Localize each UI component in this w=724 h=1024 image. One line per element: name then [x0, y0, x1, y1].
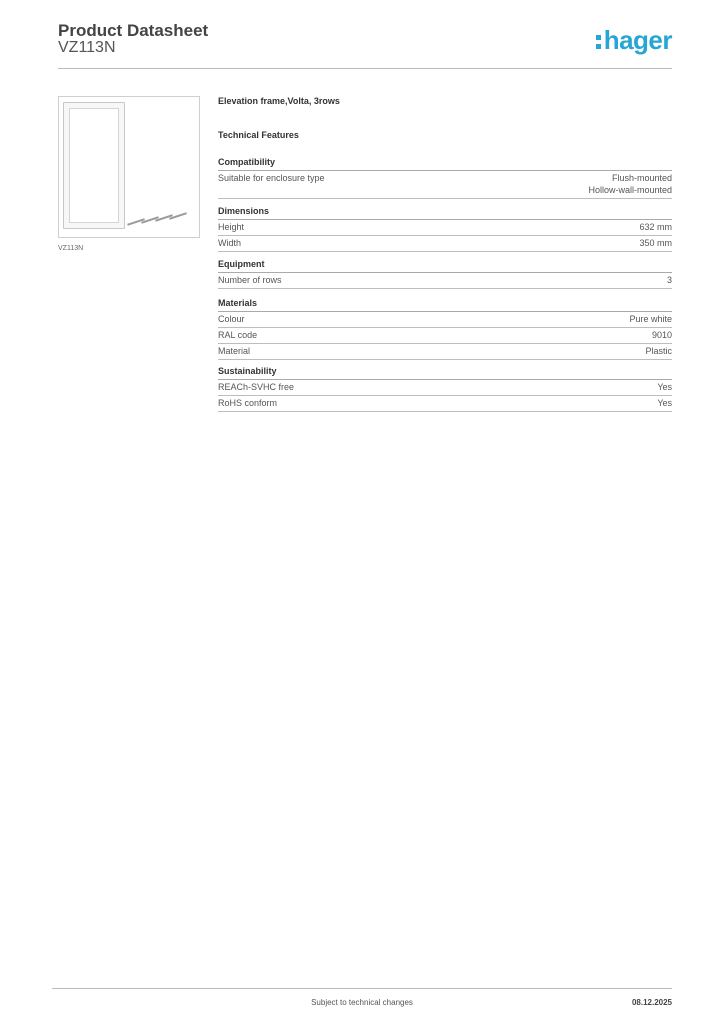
section-dimensions [218, 206, 672, 252]
section-title: Dimensions [218, 206, 270, 216]
spec-value: Yes [657, 382, 672, 392]
spec-label: RAL code [218, 330, 258, 340]
spec-label: Suitable for enclosure type [218, 173, 325, 183]
spec-value: Flush-mounted Hollow-wall-mounted [588, 173, 672, 195]
image-caption: VZ113N [58, 245, 84, 252]
spec-value: Yes [657, 398, 672, 408]
spec-label: REACh-SVHC free [218, 382, 295, 392]
header-divider [58, 68, 672, 69]
footer-date: 08.12.2025 [631, 998, 672, 1007]
section-materials [218, 298, 672, 360]
spec-label: Width [218, 238, 242, 248]
spec-label: Height [218, 222, 245, 232]
spec-row [218, 273, 672, 289]
section-sustainability [218, 366, 672, 412]
page-title: Product Datasheet [58, 21, 209, 40]
footer-note: Subject to technical changes [311, 998, 413, 1007]
din-rails-icon [127, 213, 187, 229]
elevation-frame-icon [63, 102, 125, 229]
spec-value: Plastic [645, 346, 672, 356]
logo-text: hager [603, 25, 672, 55]
spec-row [218, 171, 672, 199]
spec-row [218, 236, 672, 252]
spec-value: 3 [666, 275, 672, 285]
footer-divider [52, 988, 672, 989]
spec-label: Number of rows [218, 275, 282, 285]
spec-row [218, 344, 672, 360]
spec-row [218, 312, 672, 328]
spec-row [218, 220, 672, 236]
section-title: Sustainability [218, 366, 277, 376]
spec-row [218, 380, 672, 396]
hager-logo [596, 26, 672, 54]
spec-label: RoHS conform [218, 398, 278, 408]
spec-value: 632 mm [639, 222, 672, 232]
section-title: Equipment [218, 259, 265, 269]
spec-label: Material [218, 346, 251, 356]
spec-value: 350 mm [639, 238, 672, 248]
logo-colon-icon [596, 35, 601, 49]
product-name: Elevation frame,Volta, 3rows [218, 96, 340, 106]
section-title: Materials [218, 298, 258, 308]
spec-row [218, 396, 672, 412]
product-code: VZ113N [58, 39, 116, 56]
spec-value: 9010 [651, 330, 672, 340]
features-heading: Technical Features [218, 130, 299, 140]
section-equipment [218, 259, 672, 289]
section-title: Compatibility [218, 157, 276, 167]
spec-value: Pure white [629, 314, 672, 324]
spec-row [218, 328, 672, 344]
section-compatibility [218, 157, 672, 199]
spec-label: Colour [218, 314, 245, 324]
product-image [58, 96, 200, 238]
